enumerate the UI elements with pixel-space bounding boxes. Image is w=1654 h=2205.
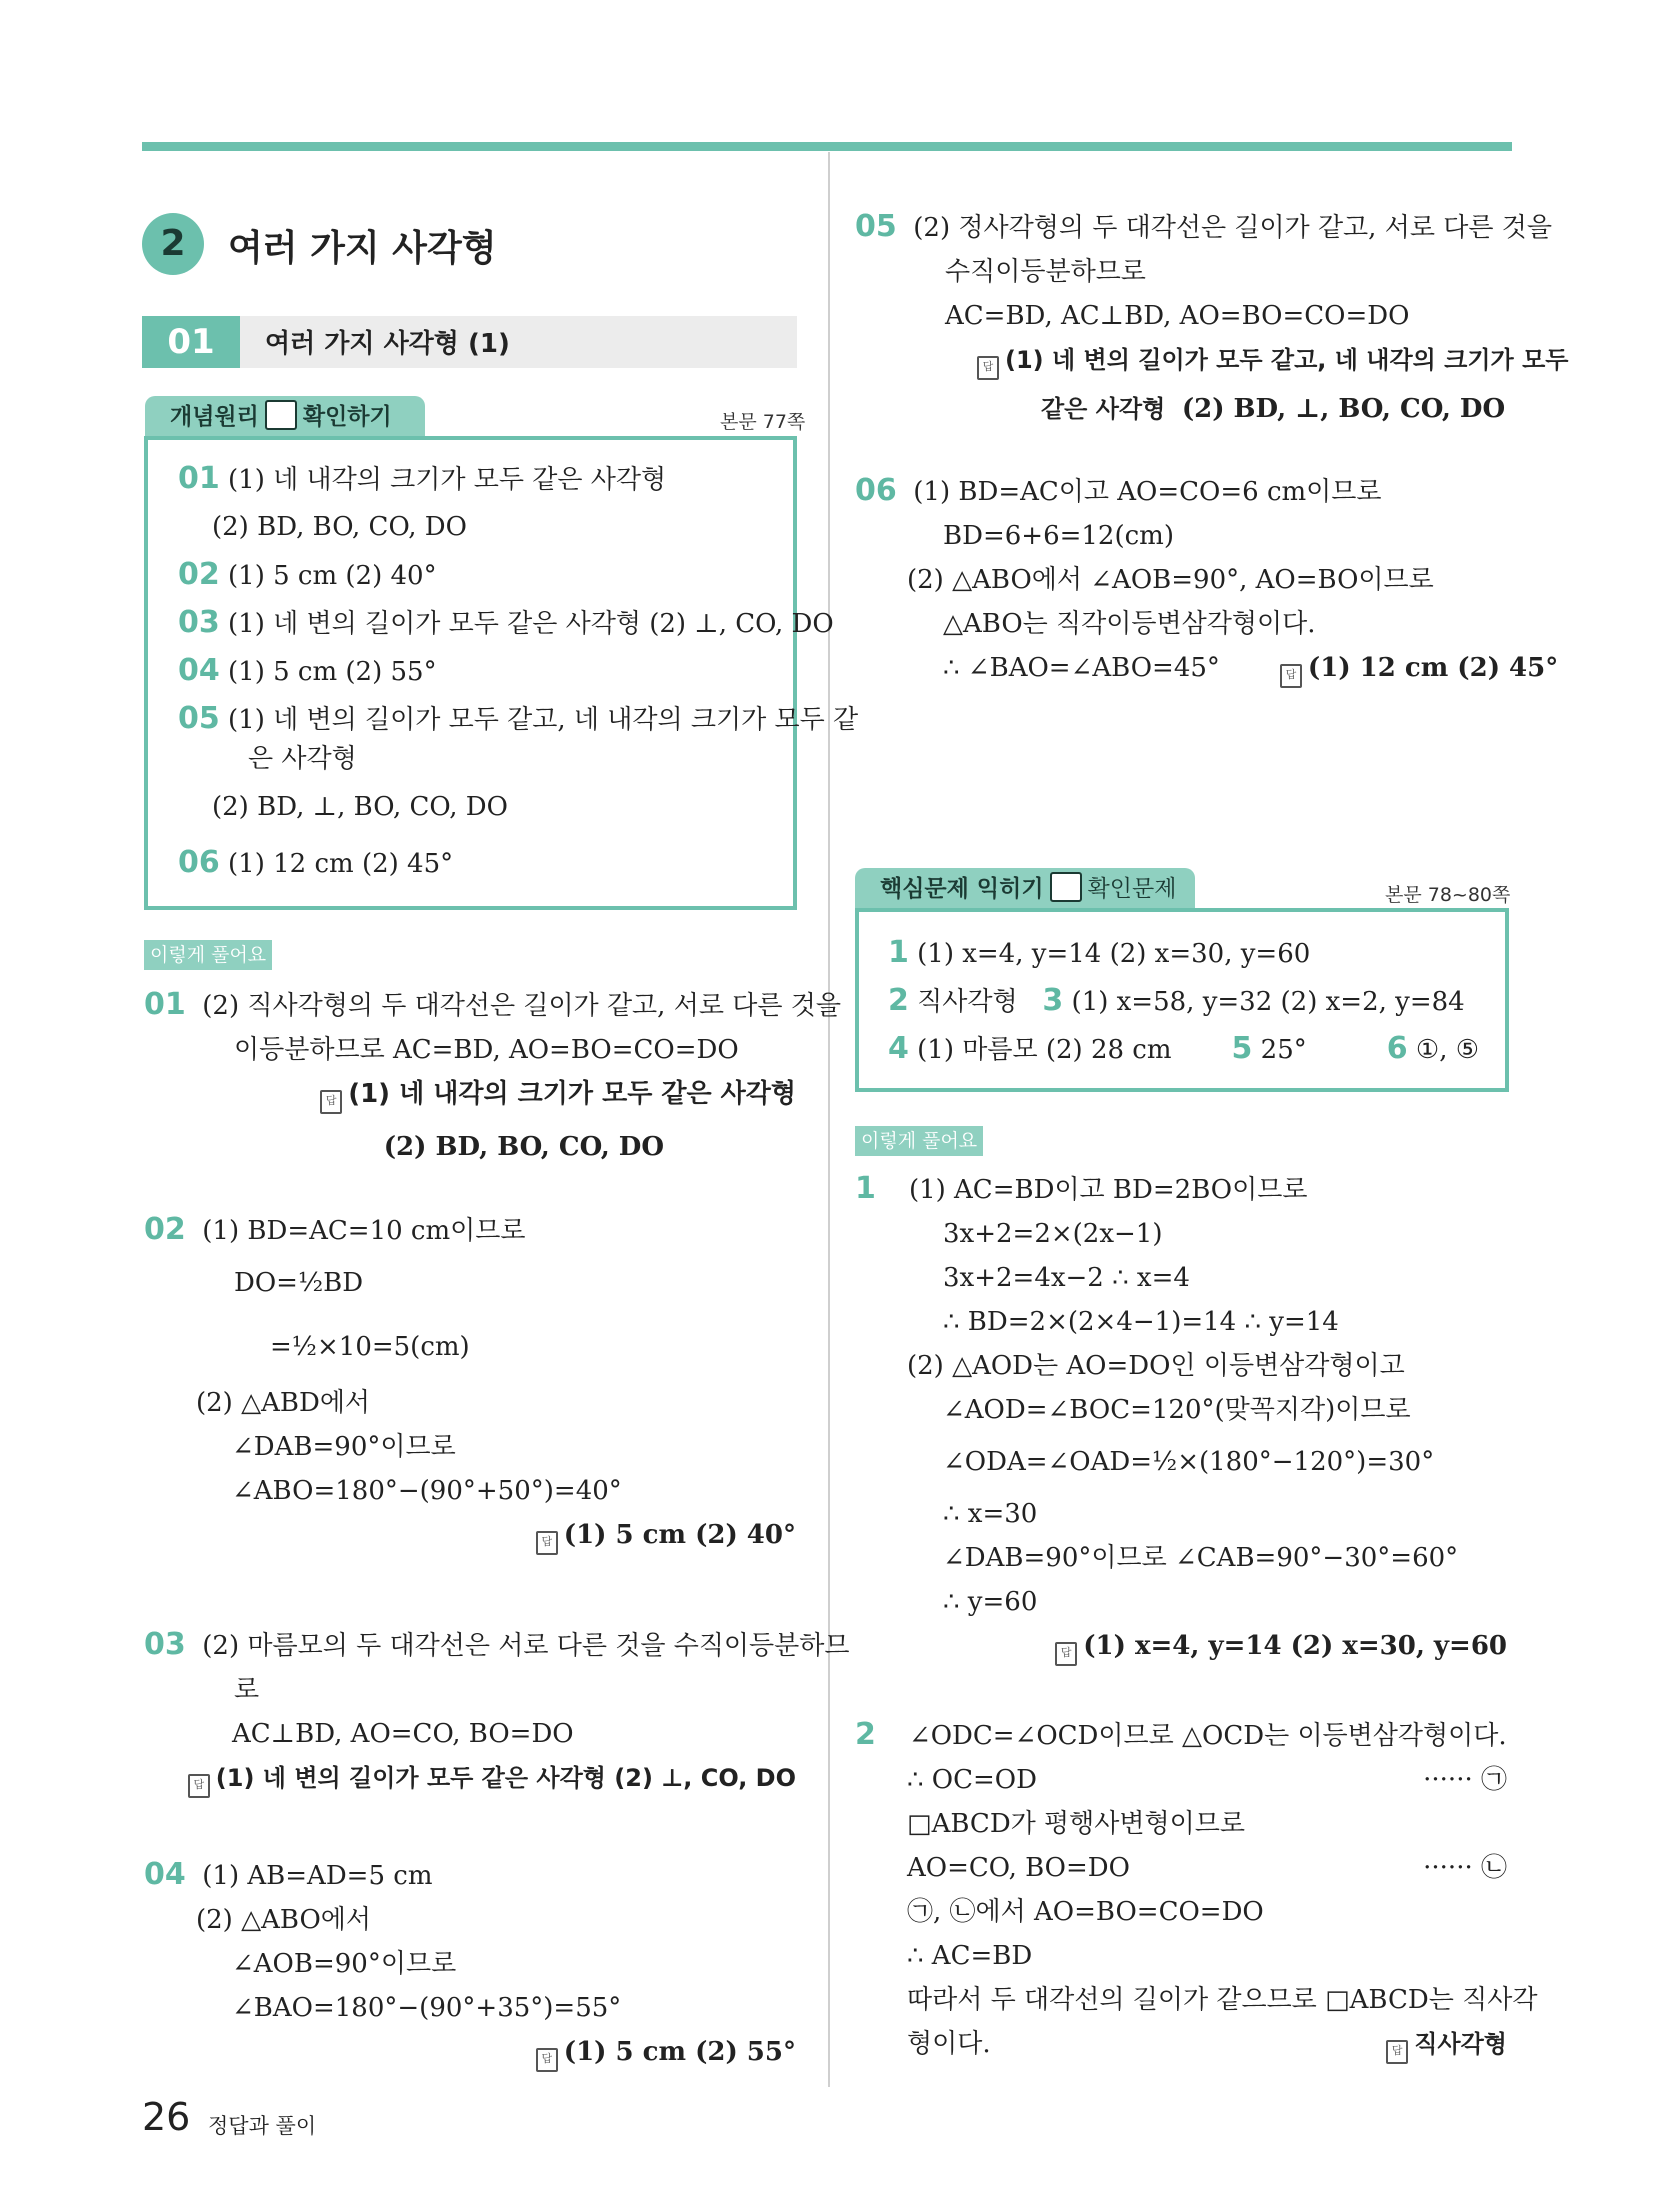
solution-line: 3x+2=2×(2x−1) <box>943 1219 1163 1249</box>
notebook-icon <box>265 400 297 430</box>
solution-line: (2) 마름모의 두 대각선은 서로 다른 것을 수직이등분하므 <box>202 1631 850 1661</box>
answer-icon: 답 <box>536 1531 558 1555</box>
solution-line: ∴ ∠BAO=∠ABO=45° <box>943 653 1220 683</box>
solution-line: 이등분하므로 AC=BD, AO=BO=CO=DO <box>234 1035 739 1065</box>
concept-text: (2) BD, ⊥, BO, CO, DO <box>212 792 508 822</box>
concept-num: 04 <box>178 653 220 688</box>
concept-text: (1) 네 변의 길이가 모두 같고, 네 내각의 크기가 모두 같 <box>228 705 859 735</box>
solution-02 <box>144 1212 804 1555</box>
core-num: 2 <box>888 983 909 1018</box>
answer-icon: 답 <box>1386 2040 1408 2064</box>
solution-line: AC⊥BD, AO=CO, BO=DO <box>232 1719 574 1749</box>
answer: (2) BD, BO, CO, DO <box>383 1132 664 1162</box>
solution-06 <box>855 473 1559 688</box>
core-tab-left: 핵심문제 익히기 <box>880 876 1044 902</box>
solution-03 <box>144 1627 850 1798</box>
solution-line: 3x+2=4x−2 ∴ x=4 <box>943 1263 1190 1293</box>
answer-icon: 답 <box>977 356 999 380</box>
solution-line: (1) BD=AC이고 AO=CO=6 cm이므로 <box>913 477 1382 507</box>
solution-badge-right: 이렇게 풀어요 <box>855 1126 983 1156</box>
solution-line: ∴ y=60 <box>943 1587 1038 1617</box>
solution-line: ㉠, ㉡에서 AO=BO=CO=DO <box>907 1897 1264 1927</box>
solution-num: 03 <box>144 1627 186 1662</box>
core-tab-right: 확인문제 <box>1087 876 1177 902</box>
core-text: (1) x=4, y=14 (2) x=30, y=60 <box>917 939 1311 969</box>
core-text: ①, ⑤ <box>1415 1035 1480 1065</box>
solution-num: 05 <box>855 209 897 244</box>
solution-line: ∠AOD=∠BOC=120°(맞꼭지각)이므로 <box>943 1395 1411 1425</box>
concept-ref: 본문 77쪽 <box>720 411 806 433</box>
solution-line: ∠ABO=180°−(90°+50°)=40° <box>232 1476 622 1506</box>
solution-line: (2) 직사각형의 두 대각선은 길이가 같고, 서로 다른 것을 <box>202 991 841 1021</box>
core-num: 1 <box>888 935 909 970</box>
concept-num: 06 <box>178 845 220 880</box>
concept-num: 02 <box>178 557 220 592</box>
core-text: 25° <box>1260 1035 1307 1065</box>
core-solution-2 <box>855 1717 1538 2064</box>
concept-text: (1) 네 변의 길이가 모두 같은 사각형 (2) ⊥, CO, DO <box>228 609 834 639</box>
mark-1: ······ ㉠ <box>1423 1765 1507 1795</box>
answer-icon: 답 <box>1055 1642 1077 1666</box>
solution-line: (2) 정사각형의 두 대각선은 길이가 같고, 서로 다른 것을 <box>913 213 1552 243</box>
mark-2: ······ ㉡ <box>1423 1853 1507 1883</box>
answer: (1) 네 내각의 크기가 모두 같은 사각형 <box>348 1079 796 1109</box>
solution-line: 로 <box>234 1675 260 1705</box>
solution-line: ∴ OC=OD <box>907 1765 1037 1795</box>
solution-line: (1) BD=AC=10 cm이므로 <box>202 1216 526 1246</box>
solution-line: (2) △ABD에서 <box>196 1388 371 1418</box>
solution-line: (2) △AOD는 AO=DO인 이등변삼각형이고 <box>907 1351 1405 1381</box>
concept-text: 은 사각형 <box>248 744 357 774</box>
core-text: 직사각형 <box>917 987 1018 1017</box>
concept-text: (1) 12 cm (2) 45° <box>228 849 454 879</box>
page-number: 26 <box>142 2095 191 2139</box>
solution-badge-left: 이렇게 풀어요 <box>144 940 272 970</box>
answer-icon: 답 <box>188 1774 210 1798</box>
core-ref: 본문 78~80쪽 <box>1385 884 1511 906</box>
concept-num: 05 <box>178 701 220 736</box>
solution-line: (1) AC=BD이고 BD=2BO이므로 <box>908 1175 1308 1205</box>
core-num: 4 <box>888 1031 909 1066</box>
key-icon <box>1050 872 1082 902</box>
concept-text: (1) 5 cm (2) 40° <box>228 561 437 591</box>
solution-line: (2) △ABO에서 ∠AOB=90°, AO=BO이므로 <box>907 565 1434 595</box>
answer-icon: 답 <box>536 2048 558 2072</box>
answer: 같은 사각형 <box>1041 395 1166 423</box>
solution-num: 04 <box>144 1857 186 1892</box>
solution-line: 형이다. <box>907 2029 991 2059</box>
solution-line: ∴ AC=BD <box>907 1941 1033 1971</box>
page-label: 정답과 풀이 <box>208 2114 317 2138</box>
solution-line: ∠DAB=90°이므로 ∠CAB=90°−30°=60° <box>943 1543 1459 1573</box>
solution-04 <box>144 1857 804 2072</box>
core-answers <box>888 935 1480 1082</box>
concept-num: 03 <box>178 605 220 640</box>
solution-line: 수직이등분하므로 <box>945 257 1146 287</box>
answer: (1) 12 cm (2) 45° <box>1307 653 1559 683</box>
core-tab <box>855 868 1195 910</box>
solution-num: 02 <box>144 1212 186 1247</box>
solution-01 <box>144 987 841 1162</box>
solution-05 <box>855 209 1569 424</box>
solution-line: =½×10=5(cm) <box>270 1332 470 1362</box>
concept-list <box>178 461 859 896</box>
solution-line: ∠ODC=∠OCD이므로 △OCD는 이등변삼각형이다. <box>908 1721 1507 1751</box>
concept-text: (1) 네 내각의 크기가 모두 같은 사각형 <box>228 465 667 495</box>
solution-num: 2 <box>855 1717 876 1752</box>
solution-line: AC=BD, AC⊥BD, AO=BO=CO=DO <box>945 301 1410 331</box>
core-num: 3 <box>1042 983 1064 1018</box>
solution-line: ∴ x=30 <box>943 1499 1038 1529</box>
core-text: (1) 마름모 (2) 28 cm <box>917 1035 1172 1065</box>
solution-line: BD=6+6=12(cm) <box>943 521 1174 551</box>
solution-line: (2) △ABO에서 <box>196 1905 372 1935</box>
solution-line: ∠DAB=90°이므로 <box>232 1432 456 1462</box>
subsection-title: 여러 가지 사각형 (1) <box>265 329 510 359</box>
answer: (2) BD, ⊥, BO, CO, DO <box>1181 394 1506 424</box>
solution-line: AO=CO, BO=DO <box>907 1853 1130 1883</box>
answer: (1) 5 cm (2) 40° <box>563 1520 796 1550</box>
solution-line: △ABO는 직각이등변삼각형이다. <box>943 609 1316 639</box>
concept-text: (2) BD, BO, CO, DO <box>212 512 467 542</box>
solution-line: □ABCD가 평행사변형이므로 <box>907 1809 1245 1839</box>
subsection-number: 01 <box>142 316 240 368</box>
solution-num: 1 <box>855 1171 876 1206</box>
concept-tab-left: 개념원리 <box>170 404 259 430</box>
solution-line: ∠AOB=90°이므로 <box>232 1949 457 1979</box>
solution-line: ∠BAO=180°−(90°+35°)=55° <box>232 1993 622 2023</box>
concept-text: (1) 5 cm (2) 55° <box>228 657 437 687</box>
answer: (1) 네 변의 길이가 모두 같고, 네 내각의 크기가 모두 <box>1005 346 1569 374</box>
answer: (1) x=4, y=14 (2) x=30, y=60 <box>1083 1631 1507 1661</box>
top-rule <box>142 142 1512 151</box>
core-text: (1) x=58, y=32 (2) x=2, y=84 <box>1071 987 1465 1017</box>
section-number: 2 <box>142 213 204 275</box>
answer: (1) 네 변의 길이가 모두 같은 사각형 (2) ⊥, CO, DO <box>215 1764 796 1792</box>
answer-icon: 답 <box>320 1090 342 1114</box>
section-title: 여러 가지 사각형 <box>228 228 497 269</box>
answer: (1) 5 cm (2) 55° <box>563 2037 796 2067</box>
core-solution-1 <box>855 1171 1515 1666</box>
answer: 직사각형 <box>1414 2030 1507 2058</box>
answer-icon: 답 <box>1280 664 1302 688</box>
concept-tab <box>145 396 425 438</box>
core-num: 5 <box>1231 1031 1253 1066</box>
solution-line: ∠ODA=∠OAD=½×(180°−120°)=30° <box>943 1447 1435 1477</box>
solution-num: 01 <box>144 987 186 1022</box>
concept-num: 01 <box>178 461 220 496</box>
column-divider <box>828 152 830 2087</box>
solution-num: 06 <box>855 473 897 508</box>
solution-line: 따라서 두 대각선의 길이가 같으므로 □ABCD는 직사각 <box>907 1985 1538 2015</box>
concept-tab-right: 확인하기 <box>302 404 392 430</box>
solution-line: DO=½BD <box>234 1268 364 1298</box>
core-num: 6 <box>1386 1031 1408 1066</box>
solution-line: (1) AB=AD=5 cm <box>202 1861 433 1891</box>
solution-line: ∴ BD=2×(2×4−1)=14 ∴ y=14 <box>943 1307 1339 1337</box>
